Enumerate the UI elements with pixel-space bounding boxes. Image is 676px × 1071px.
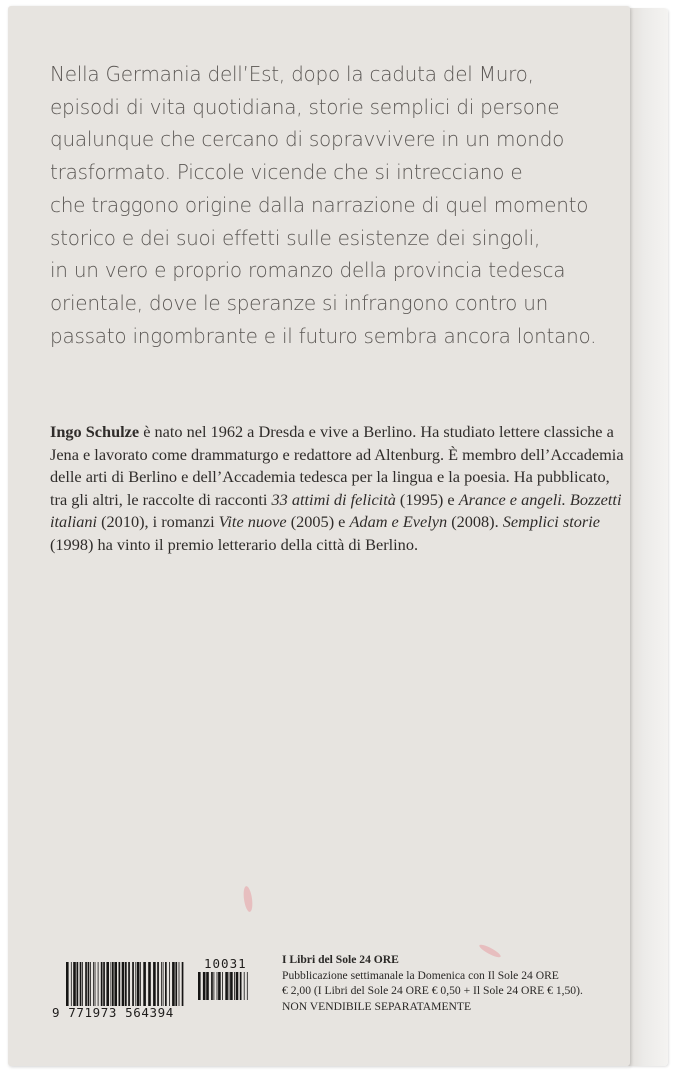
barcode-bar — [169, 962, 170, 1006]
barcode-bar — [119, 962, 121, 1006]
barcode-bar — [230, 972, 233, 1000]
bio-text: è nato nel 1962 a Dresda e vive a Berlino. Ha studiato lettere classiche a Jena e lavorato come drammaturgo e redattore ad Altenburg. È membro dell’Accademia delle arti di Berlino e dell’Accademia tedesca per la lingua e la poesia. Ha pubblicato, tra gli altri, le raccolte di racconti — [50, 422, 624, 509]
barcode-bar — [148, 962, 151, 1006]
barcode-bar — [122, 962, 125, 1006]
publication-note: Pubblicazione settimanale la Domenica con Il Sole 24 ORE — [282, 968, 559, 982]
barcode-bar — [82, 962, 83, 1006]
bio-text: (1995) e — [395, 489, 459, 509]
barcode-bar — [137, 962, 140, 1006]
barcode-bar — [128, 962, 130, 1006]
barcode-bar — [206, 972, 209, 1000]
barcode-bar — [85, 962, 87, 1006]
book-title: Semplici storie — [502, 512, 600, 532]
barcode-bar — [132, 962, 134, 1006]
author-name: Ingo Schulze — [50, 422, 140, 441]
imprint — [282, 952, 630, 1014]
book-back-cover — [8, 6, 630, 1066]
barcode-bar — [175, 962, 177, 1006]
barcode-bar — [88, 962, 90, 1006]
barcode-bar — [222, 972, 223, 1000]
barcode-bar — [143, 962, 146, 1006]
barcode-bar — [95, 962, 96, 1006]
barcode-bar — [225, 972, 228, 1000]
barcode-addon-digits: 10031 — [204, 956, 247, 971]
blurb-text: Nella Germania dell’Est, dopo la caduta del Muro, episodi di vita quotidiana, storie semplici di persone qualunque che cercano di sopravvivere in un mondo trasformato. Piccole vicende che si intrecciano e che traggono origine dalla narrazione di quel momento storico e dei suoi effetti sulle esistenze dei singoli, in un vero e proprio romanzo della provincia tedesca orientale, dove le speranze si infrangono contro un passato ingombrante e il futuro sembra ancora lontano. — [50, 62, 597, 348]
barcode-bar — [93, 962, 94, 1006]
barcode-bar — [77, 962, 79, 1006]
book-title: 33 attimi di felicità — [271, 489, 396, 509]
barcode-bar — [140, 962, 141, 1006]
barcode-bar — [106, 962, 109, 1006]
price-line: € 2,00 (I Libri del Sole 24 ORE € 0,50 + Il Sole 24 ORE € 1,50). — [282, 984, 583, 998]
barcode-bar — [240, 972, 242, 1000]
barcode-bar — [161, 962, 162, 1006]
barcode-bar — [179, 962, 180, 1006]
barcode — [66, 962, 186, 1006]
author-bio — [50, 421, 630, 557]
barcode-bar — [125, 962, 127, 1006]
barcode-bar — [112, 962, 114, 1006]
barcode-bar — [163, 962, 164, 1006]
barcode-bar — [203, 972, 206, 1000]
barcode-bar — [182, 962, 184, 1006]
barcode-bar — [172, 962, 175, 1006]
bio-text: (2008). — [447, 512, 503, 532]
barcode-bar — [229, 972, 230, 1000]
page-edge — [628, 8, 668, 1066]
barcode-addon — [198, 972, 248, 1000]
barcode-digits: 9 771973 564394 — [52, 1005, 174, 1020]
barcode-bar — [211, 972, 213, 1000]
barcode-bar — [234, 972, 235, 1000]
barcode-bar — [80, 962, 82, 1006]
ink-stain — [242, 886, 254, 913]
barcode-bar — [236, 972, 239, 1000]
barcode-bar — [98, 962, 99, 1006]
bio-text: (1998) ha vinto il premio letterario della città di Berlino. — [50, 534, 419, 554]
barcode-bar — [217, 972, 218, 1000]
barcode-bar — [198, 972, 201, 1000]
barcode-bar — [157, 962, 159, 1006]
bio-text: (2010), i romanzi — [97, 512, 219, 532]
barcode-bar — [103, 962, 105, 1006]
barcode-bar — [135, 962, 136, 1006]
barcode-bar — [101, 962, 103, 1006]
barcode-bar — [244, 972, 245, 1000]
barcode-bar — [66, 962, 69, 1006]
barcode-bar — [214, 972, 215, 1000]
barcode-bar — [114, 962, 117, 1006]
barcode-bar — [90, 962, 91, 1006]
barcode-bar — [111, 962, 112, 1006]
barcode-bar — [73, 962, 76, 1006]
barcode-bar — [153, 962, 156, 1006]
barcode-bar — [218, 972, 221, 1000]
book-title: Adam e Evelyn — [349, 512, 448, 532]
book-title: Vite nuove — [218, 512, 287, 532]
barcode-bar — [71, 962, 72, 1006]
barcode-bar — [165, 962, 167, 1006]
book-title: Arance e angeli. Bozzetti italiani — [50, 489, 622, 532]
barcode-bar — [247, 972, 248, 1000]
not-for-sale-note: NON VENDIBILE SEPARATAMENTE — [282, 999, 472, 1013]
publisher-name: I Libri del Sole 24 ORE — [282, 953, 399, 966]
bio-text: (2005) e — [286, 512, 350, 532]
